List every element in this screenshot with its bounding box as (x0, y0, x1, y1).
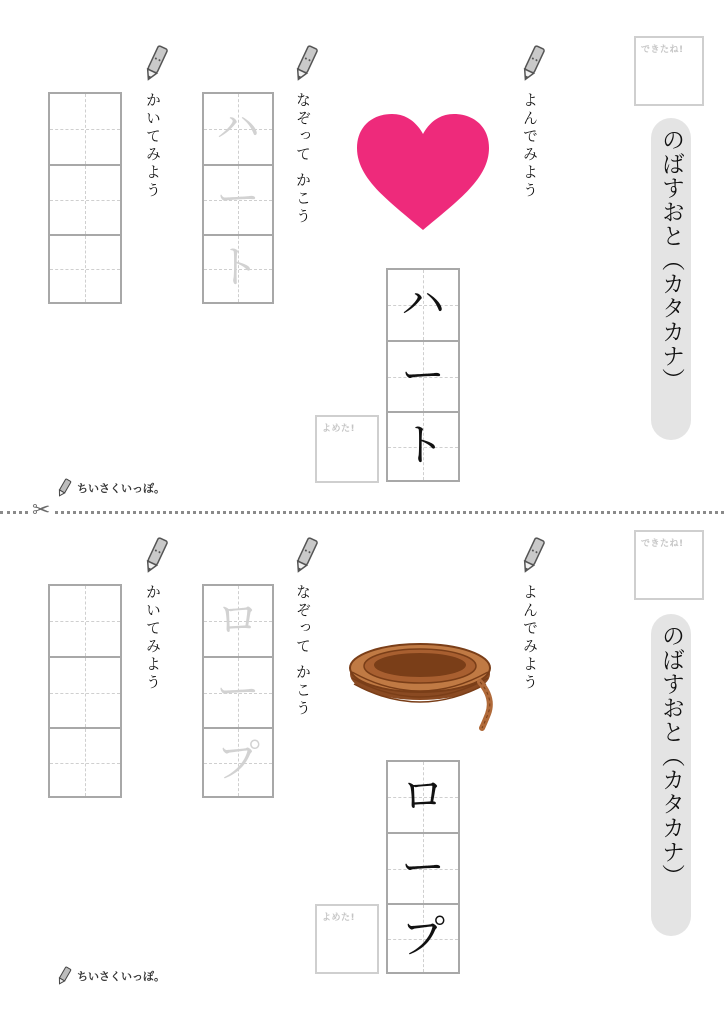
trace-box[interactable] (202, 92, 274, 304)
word-cell (388, 762, 458, 832)
pencil-icon (55, 478, 73, 498)
trace-cell[interactable] (204, 727, 272, 796)
worksheet-title: のばすおと（カタカナ） (658, 624, 684, 888)
word-char: ロ (401, 770, 445, 822)
pencil-icon (520, 534, 546, 576)
trace-char: プ (216, 735, 260, 787)
trace-char: ー (216, 665, 260, 717)
pencil-icon (293, 534, 319, 576)
scissors-icon: ✂ (32, 498, 51, 523)
write-instruction: かいてみよう (144, 92, 162, 200)
done-stamp-box (634, 36, 704, 106)
write-cell[interactable] (50, 94, 120, 164)
write-box[interactable] (48, 584, 122, 798)
write-cell[interactable] (50, 727, 120, 796)
write-cell[interactable] (50, 656, 120, 727)
trace-instruction: なぞって かこう (294, 584, 312, 718)
rope-illustration (348, 632, 498, 732)
word-char: ト (401, 419, 445, 471)
trace-cell[interactable] (204, 94, 272, 164)
pencil-icon (55, 966, 73, 986)
done-stamp-label: できたね! (641, 45, 684, 55)
write-instruction: かいてみよう (144, 584, 162, 692)
pencil-icon (143, 42, 169, 84)
read-stamp-label: よめた! (322, 424, 356, 434)
worksheet-title: のばすおと（カタカナ） (658, 128, 684, 392)
done-stamp-box (634, 530, 704, 600)
worksheet-title-pill (651, 118, 691, 440)
read-stamp-box (315, 904, 379, 974)
brand-name: ちいさくいっぽ。 (77, 482, 165, 495)
trace-cell[interactable] (204, 586, 272, 656)
pencil-icon (520, 42, 546, 84)
trace-cell[interactable] (204, 656, 272, 727)
pencil-icon (143, 534, 169, 576)
trace-box[interactable] (202, 584, 274, 798)
brand-name: ちいさくいっぽ。 (77, 970, 165, 983)
read-instruction: よんでみよう (521, 584, 539, 692)
word-char: プ (401, 911, 445, 963)
word-cell (388, 903, 458, 972)
word-cell (388, 832, 458, 903)
word-cell (388, 411, 458, 480)
write-box[interactable] (48, 92, 122, 304)
word-box (386, 760, 460, 974)
trace-char: ハ (216, 102, 260, 154)
word-char: ハ (401, 278, 445, 330)
word-char: ー (401, 841, 445, 893)
trace-instruction: なぞって かこう (294, 92, 312, 226)
write-cell[interactable] (50, 164, 120, 234)
read-stamp-box (315, 415, 379, 483)
word-box (386, 268, 460, 482)
trace-cell[interactable] (204, 164, 272, 234)
write-cell[interactable] (50, 586, 120, 656)
write-cell[interactable] (50, 234, 120, 302)
heart-illustration (357, 114, 489, 232)
worksheet-bottom (0, 512, 724, 1024)
word-cell (388, 340, 458, 411)
pencil-icon (293, 42, 319, 84)
word-char: ー (401, 349, 445, 401)
read-stamp-label: よめた! (322, 913, 356, 923)
done-stamp-label: できたね! (641, 539, 684, 549)
read-instruction: よんでみよう (521, 92, 539, 200)
word-cell (388, 270, 458, 340)
trace-cell[interactable] (204, 234, 272, 302)
trace-char: ロ (216, 594, 260, 646)
trace-char: ー (216, 173, 260, 225)
worksheet-title-pill (651, 614, 691, 936)
trace-char: ト (216, 242, 260, 294)
